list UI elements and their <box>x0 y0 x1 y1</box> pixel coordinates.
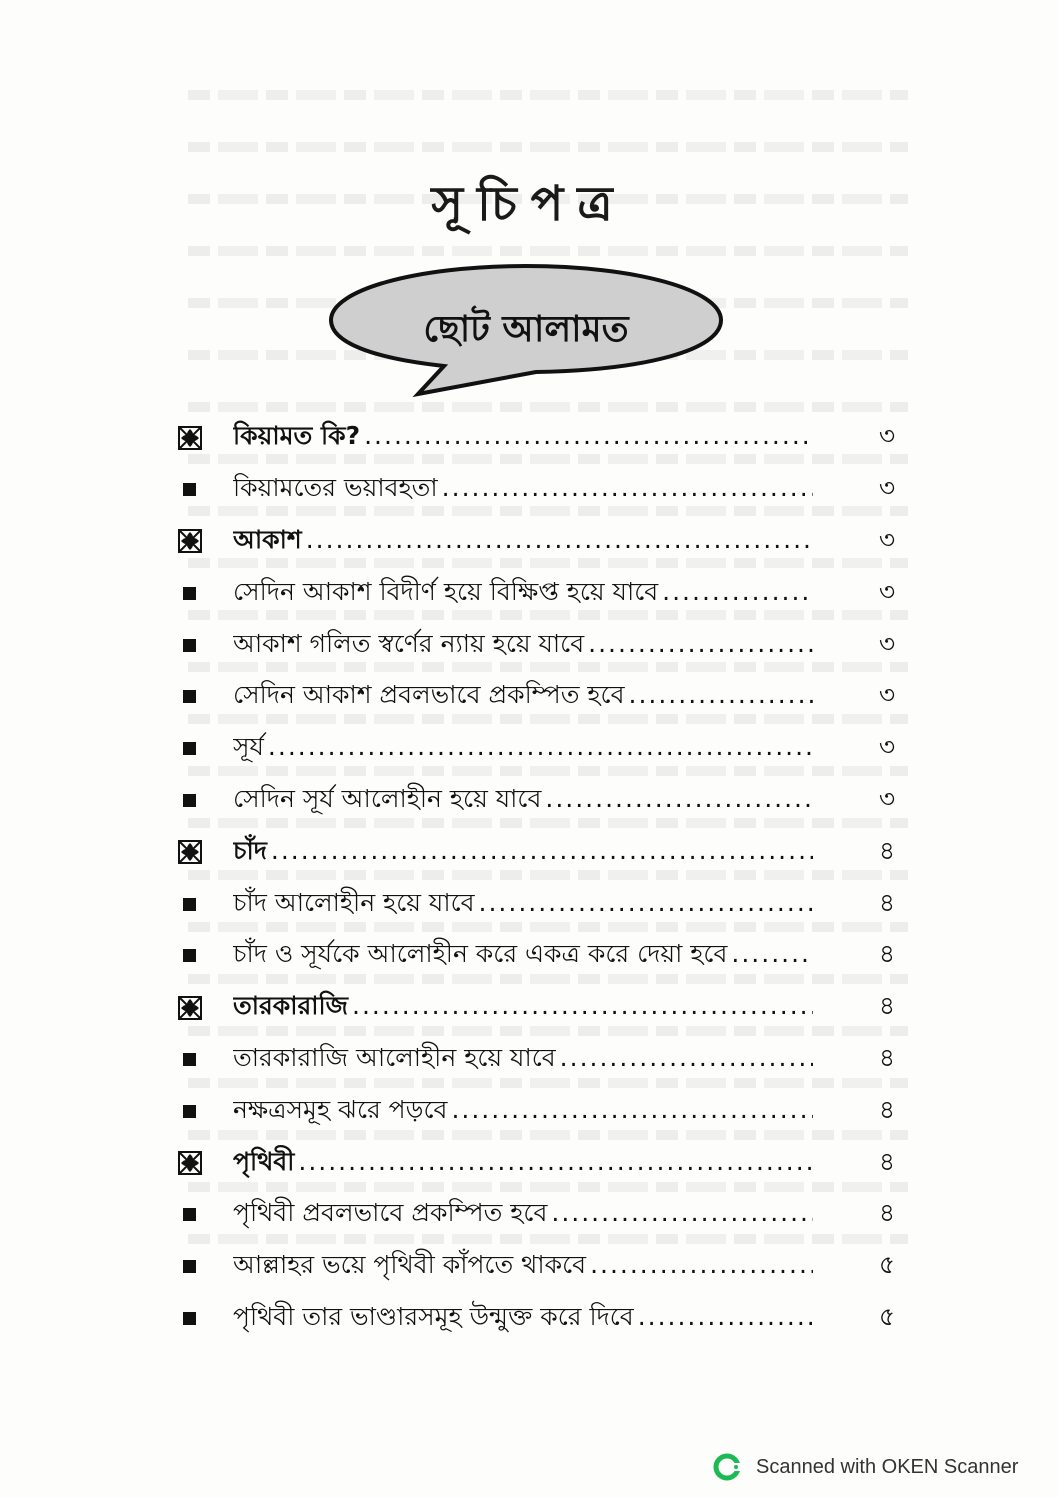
toc-entry-title: সেদিন আকাশ বিদীর্ণ হয়ে বিক্ষিপ্ত হয়ে যাবে <box>233 576 659 606</box>
toc-marker <box>175 1105 233 1118</box>
toc-entry <box>233 1245 813 1288</box>
toc-entry-title: কিয়ামতের ভয়াবহতা <box>233 473 438 503</box>
toc-marker <box>175 483 233 496</box>
toc-marker <box>175 1053 233 1066</box>
toc-page-number: ৪ <box>878 1042 896 1072</box>
toc-leader-dots <box>451 1095 813 1124</box>
toc-marker <box>175 742 233 755</box>
toc-page-number: ৫ <box>878 1301 896 1331</box>
toc-row <box>175 1241 895 1293</box>
toc-marker <box>175 1312 233 1325</box>
toc-row <box>175 412 895 464</box>
toc-row <box>175 723 895 775</box>
toc-leader-dots <box>638 1302 813 1331</box>
toc-page-number: ৩ <box>878 680 896 710</box>
toc-leader-dots <box>590 1250 813 1279</box>
bullet-square-icon <box>183 1260 196 1273</box>
oken-scanner-logo-icon <box>712 1452 742 1482</box>
toc-marker <box>175 529 233 553</box>
toc-entry-title: সেদিন সূর্য আলোহীন হয়ে যাবে <box>233 783 542 813</box>
toc-row <box>175 567 895 619</box>
toc-leader-dots <box>271 836 813 865</box>
toc-marker <box>175 1260 233 1273</box>
toc-row <box>175 1137 895 1189</box>
toc-leader-dots <box>352 991 813 1020</box>
toc-page-number: ৩ <box>878 473 896 503</box>
toc-row <box>175 1085 895 1137</box>
ornament-icon <box>178 529 202 553</box>
bullet-square-icon <box>183 898 196 911</box>
toc-entry <box>233 1297 813 1340</box>
toc-marker <box>175 1151 233 1175</box>
toc-row <box>175 619 895 671</box>
toc-entry-title: নক্ষত্রসমূহ ঝরে পড়বে <box>233 1094 448 1124</box>
toc-page-number: ৪ <box>878 1094 896 1124</box>
toc-leader-dots <box>560 1043 813 1072</box>
toc-entry <box>233 727 813 770</box>
toc-row <box>175 671 895 723</box>
bullet-square-icon <box>183 949 196 962</box>
toc-marker <box>175 1208 233 1221</box>
toc-row <box>175 1293 895 1345</box>
bullet-square-icon <box>183 1312 196 1325</box>
bullet-square-icon <box>183 742 196 755</box>
toc-marker <box>175 898 233 911</box>
toc-marker <box>175 794 233 807</box>
toc-entry <box>233 1038 813 1081</box>
toc-entry <box>233 934 813 977</box>
toc-entry <box>233 1142 813 1185</box>
toc-entry-title: চাঁদ ও সূর্যকে আলোহীন করে একত্র করে দেয়া হবে <box>233 939 728 969</box>
section-banner-label: ছোট আলামত <box>423 309 629 350</box>
toc-leader-dots <box>268 732 813 761</box>
toc-entry <box>233 468 813 511</box>
table-of-contents <box>175 412 895 1344</box>
toc-entry-title: কিয়ামত কি? <box>233 421 361 451</box>
toc-row <box>175 826 895 878</box>
toc-marker <box>175 639 233 652</box>
toc-leader-dots <box>551 1198 813 1227</box>
ornament-icon <box>178 1151 202 1175</box>
toc-entry-title: পৃথিবী প্রবলভাবে প্রকম্পিত হবে <box>233 1198 548 1228</box>
toc-page-number: ৪ <box>878 835 896 865</box>
toc-entry-title: পৃথিবী <box>233 1146 295 1176</box>
toc-entry-title: চাঁদ আলোহীন হয়ে যাবে <box>233 887 475 917</box>
ornament-icon <box>178 426 202 450</box>
toc-marker <box>175 587 233 600</box>
toc-leader-dots <box>545 784 813 813</box>
toc-entry-title: তারকারাজি <box>233 991 349 1021</box>
toc-leader-dots <box>306 525 813 554</box>
toc-page-number: ৩ <box>878 783 896 813</box>
toc-leader-dots <box>298 1147 813 1176</box>
bullet-square-icon <box>183 587 196 600</box>
scanner-label: Scanned with OKEN Scanner <box>756 1455 1019 1478</box>
toc-row <box>175 878 895 930</box>
toc-page-number: ৪ <box>878 1146 896 1176</box>
toc-page-number: ৩ <box>878 524 896 554</box>
toc-marker <box>175 840 233 864</box>
toc-entry <box>233 779 813 822</box>
toc-entry <box>233 831 813 874</box>
toc-page-number: ৩ <box>878 628 896 658</box>
toc-page-number: ৪ <box>878 1198 896 1228</box>
toc-entry <box>233 520 813 563</box>
toc-entry <box>233 675 813 718</box>
toc-leader-dots <box>588 629 813 658</box>
page-title: সূচিপত্র <box>431 176 627 232</box>
toc-entry-title: চাঁদ <box>233 835 267 865</box>
toc-entry <box>233 1193 813 1236</box>
toc-leader-dots <box>662 577 813 606</box>
ornament-icon <box>178 840 202 864</box>
toc-entry <box>233 572 813 615</box>
toc-page-number: ৩ <box>878 576 896 606</box>
toc-leader-dots <box>629 680 813 709</box>
toc-page-number: ৩ <box>878 732 896 762</box>
bullet-square-icon <box>183 1105 196 1118</box>
toc-row <box>175 982 895 1034</box>
toc-row <box>175 464 895 516</box>
toc-row <box>175 1034 895 1086</box>
toc-page-number: ৫ <box>878 1250 896 1280</box>
toc-page-number: ৪ <box>878 939 896 969</box>
toc-page-number: ৩ <box>878 421 896 451</box>
scanner-watermark <box>712 1452 1018 1482</box>
toc-row <box>175 775 895 827</box>
toc-entry-title: আল্লাহর ভয়ে পৃথিবী কাঁপতে থাকবে <box>233 1250 587 1280</box>
toc-leader-dots <box>442 473 813 502</box>
bullet-square-icon <box>183 794 196 807</box>
toc-marker <box>175 949 233 962</box>
toc-leader-dots <box>364 421 813 450</box>
toc-entry <box>233 986 813 1029</box>
bullet-square-icon <box>183 639 196 652</box>
toc-marker <box>175 996 233 1020</box>
toc-entry <box>233 1090 813 1133</box>
toc-row <box>175 1189 895 1241</box>
bullet-square-icon <box>183 1053 196 1066</box>
bullet-square-icon <box>183 1208 196 1221</box>
toc-entry-title: সেদিন আকাশ প্রবলভাবে প্রকম্পিত হবে <box>233 680 625 710</box>
toc-marker <box>175 690 233 703</box>
toc-entry <box>233 624 813 667</box>
toc-entry <box>233 883 813 926</box>
toc-leader-dots <box>479 888 813 917</box>
toc-marker <box>175 426 233 450</box>
bullet-square-icon <box>183 690 196 703</box>
toc-row <box>175 930 895 982</box>
bullet-square-icon <box>183 483 196 496</box>
toc-page-number: ৪ <box>878 991 896 1021</box>
toc-entry-title: তারকারাজি আলোহীন হয়ে যাবে <box>233 1042 556 1072</box>
toc-leader-dots <box>731 939 813 968</box>
toc-row <box>175 516 895 568</box>
toc-entry <box>233 416 813 459</box>
ornament-icon <box>178 996 202 1020</box>
toc-entry-title: আকাশ <box>233 524 302 554</box>
section-banner <box>326 258 726 398</box>
toc-entry-title: সূর্য <box>233 732 264 762</box>
toc-page-number: ৪ <box>878 887 896 917</box>
toc-entry-title: আকাশ গলিত স্বর্ণের ন্যায় হয়ে যাবে <box>233 628 585 658</box>
toc-entry-title: পৃথিবী তার ভাণ্ডারসমূহ উন্মুক্ত করে দিবে <box>233 1301 634 1331</box>
